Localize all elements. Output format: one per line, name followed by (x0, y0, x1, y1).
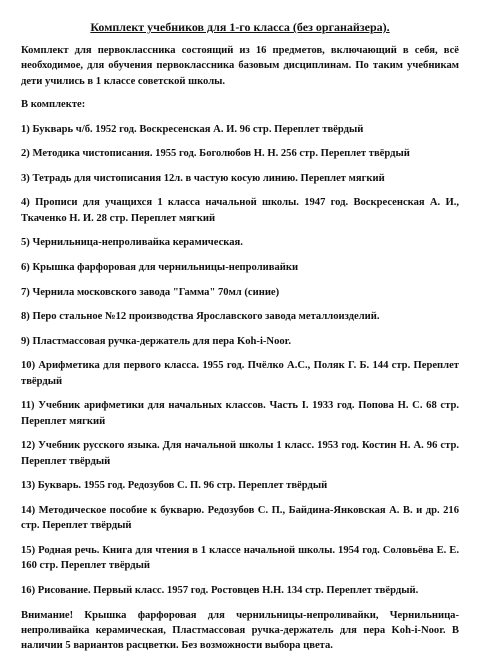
intro-paragraph: Комплект для первоклассника состоящий из 16 предметов, включающий в себя, всё необходимое, для обучения первоклассника базовым дисциплинам. По таким учебникам дети учились в 1 классе советской школы. (21, 45, 459, 87)
list-item: 8) Перо стальное №12 производства Ярославского завода металлоизделий. (21, 311, 380, 323)
list-item: 9) Пластмассовая ручка-держатель для пера Koh-i-Noor. (21, 335, 292, 347)
list-item: 10) Арифметика для первого класса. 1955 год. Пчёлко А.С., Поляк Г. Б. 144 стр. Переплет твёрдый (21, 360, 459, 387)
list-item: 3) Тетрадь для чистописания 12л. в частую косую линию. Переплет мягкий (21, 172, 385, 184)
list-item: 5) Чернильница-непроливайка керамическая. (21, 237, 243, 249)
document-title: Комплект учебников для 1-го класса (без органайзера). (90, 20, 390, 34)
list-item: 16) Рисование. Первый класс. 1957 год. Ростовцев Н.Н. 134 стр. Переплет твёрдый. (21, 584, 419, 596)
list-item: 4) Прописи для учащихся 1 класса начальной школы. 1947 год. Воскресенская А. И., Ткаченко Н. И. 28 стр. Переплет мягкий (21, 197, 459, 224)
attention-note: Внимание! Крышка фарфоровая для чернильницы-непроливайки, Чернильница-непроливайка керамическая, Пластмассовая ручка-держатель для пера Koh-i-Noor. В наличии 5 вариантов расцветки. Без возможности выбора цвета. (21, 609, 459, 652)
list-item: 1) Букварь ч/б. 1952 год. Воскресенская А. И. 96 стр. Переплет твёрдый (21, 123, 364, 135)
list-item: 15) Родная речь. Книга для чтения в 1 классе начальной школы. 1954 год. Соловьёва Е. Е. 160 стр. Переплет твёрдый (21, 544, 459, 572)
list-item: 14) Методическое пособие к букварю. Редозубов С. П., Байдина-Янковская А. В. и др. 216 стр. Переплет твёрдый (21, 504, 459, 532)
list-item: 6) Крышка фарфоровая для чернильницы-непроливайки (21, 262, 299, 273)
list-item: 13) Букварь. 1955 год. Редозубов С. П. 96 стр. Переплет твёрдый (21, 480, 328, 492)
contents-heading: В комплекте: (21, 99, 86, 111)
list-item: 7) Чернила московского завода "Гамма" 70мл (синие) (21, 286, 280, 298)
list-item: 12) Учебник русского языка. Для начальной школы 1 класс. 1953 год. Костин Н. А. 96 стр. Переплет твёрдый (21, 440, 459, 467)
list-item: 2) Методика чистописания. 1955 год. Боголюбов Н. Н. 256 стр. Переплет твёрдый (21, 148, 410, 160)
list-item: 11) Учебник арифметики для начальных классов. Часть I. 1933 год. Попова Н. С. 68 стр. Переплет мягкий (21, 400, 459, 427)
item-list (21, 122, 459, 599)
